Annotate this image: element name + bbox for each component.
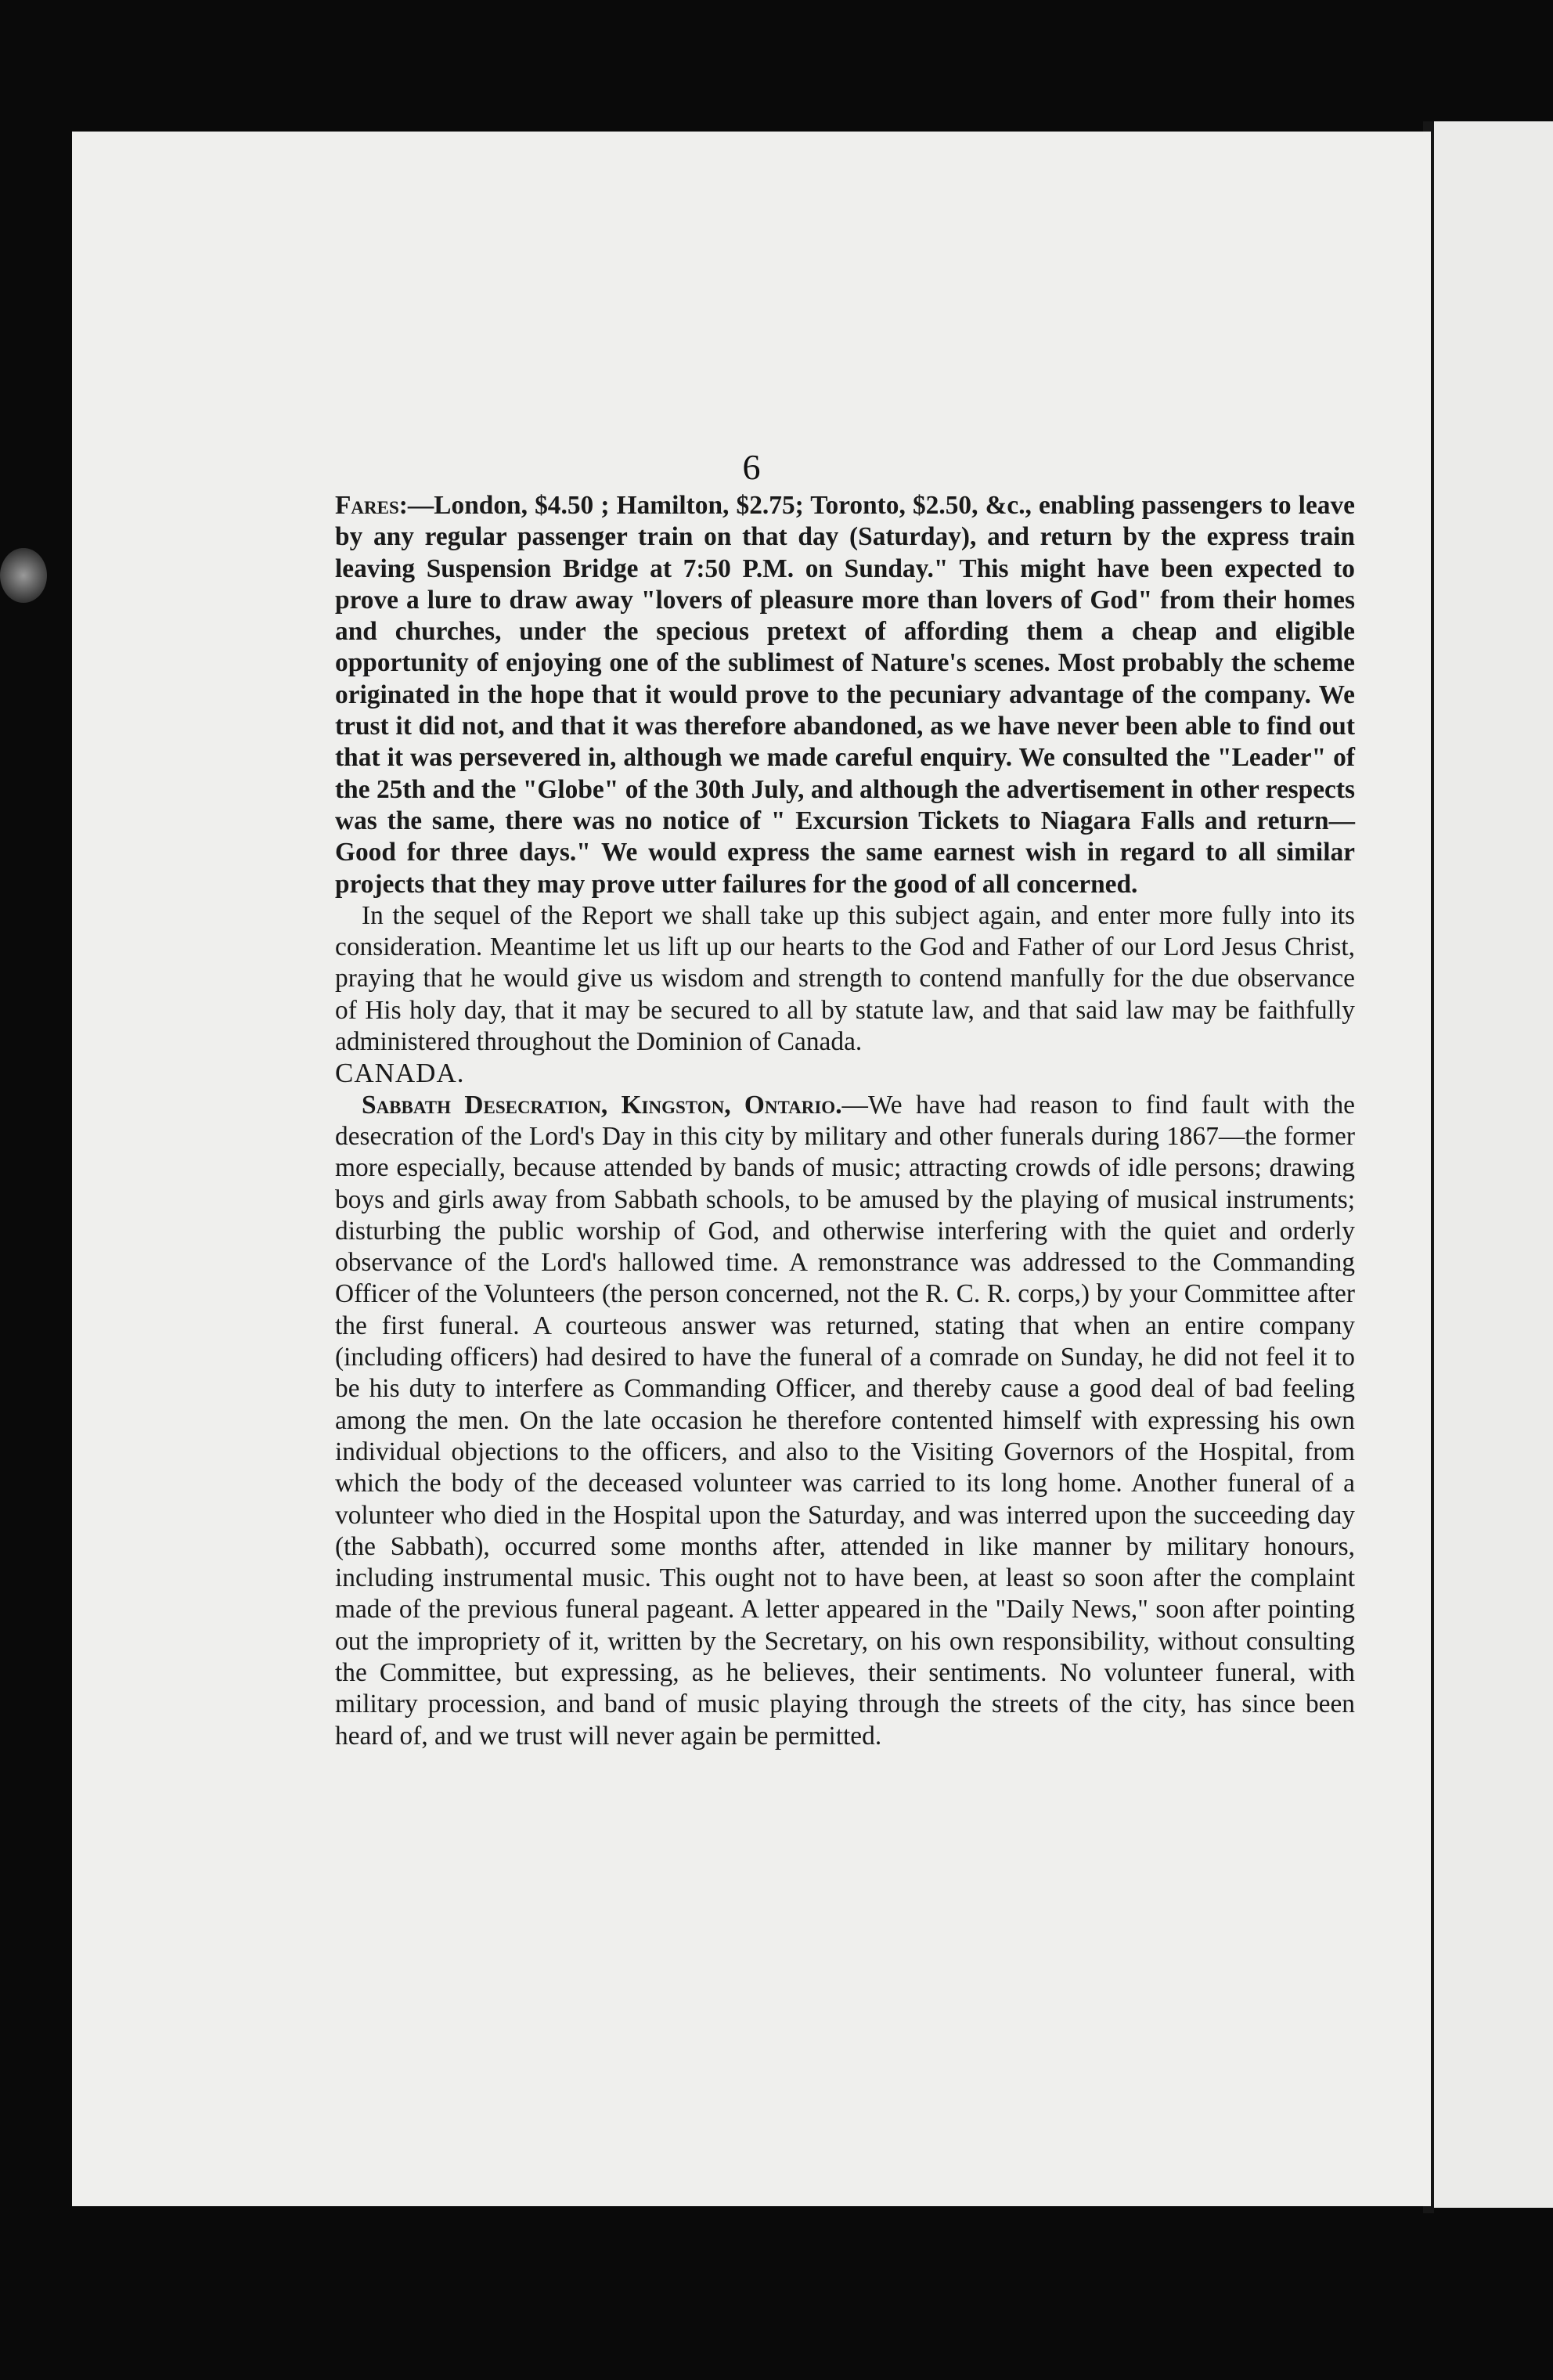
body-text: [335, 490, 1355, 1752]
paragraph-fares: [335, 490, 1355, 900]
adjacent-page-strip: [1434, 121, 1553, 2208]
kingston-lead: Sabbath Desecration, Kingston, Ontario.: [362, 1090, 842, 1120]
paragraph-sequel: In the sequel of the Report we shall take up this subject again, and enter more fully into its consideration. Meantime let us lift up our hearts to the God and Father of our Lord Jesus Christ, praying that he would give us wisdom and strength to contend manfully for the due observance of His holy day, that it may be secured to all by statute law, and that said law may be faithfully administered throughout the Dominion of Canada.: [335, 900, 1355, 1057]
fares-text: :—London, $4.50 ; Hamilton, $2.75; Toronto, $2.50, &c., enabling passengers to leave by any regular passenger train on that day (Saturday), and return by the express train leaving Suspension Bridge at 7:50 P.M. on Sunday." This might have been expected to prove a lure to draw away "lovers of pleasure more than lovers of God" from their homes and churches, under the specious pretext of affording them a cheap and eligible opportunity of enjoying one of the sublimest of Nature's scenes. Most probably the scheme originated in the hope that it would prove to the pecuniary advantage of the company. We trust it did not, and that it was therefore abandoned, as we have never been able to find out that it was persevered in, although we made careful enquiry. We consulted the "Leader" of the 25th and the "Globe" of the 30th July, and although the advertisement in other respects was the same, there was no notice of " Excursion Tickets to Niagara Falls and return—Good for three days." We would express the same earnest wish in regard to all similar projects that they may prove utter failures for the good of all concerned.: [335, 491, 1355, 899]
paragraph-kingston: [335, 1090, 1355, 1752]
scan-smudge: [0, 548, 47, 603]
kingston-text: —We have had reason to find fault with the desecration of the Lord's Day in this city by military and other funerals during 1867—the former more especially, because attended by bands of music; attracting crowds of idle persons; drawing boys and girls away from Sabbath schools, to be amused by the playing of musical instruments; disturbing the public worship of God, and otherwise interfering with the quiet and orderly observance of the Lord's hallowed time. A remonstrance was addressed to the Commanding Officer of the Volunteers (the person concerned, not the R. C. R. corps,) by your Committee after the first funeral. A courteous answer was returned, stating that when an entire company (including officers) had desired to have the funeral of a comrade on Sunday, he did not feel it to be his duty to interfere as Commanding Officer, and thereby cause a good deal of bad feeling among the men. On the late occasion he therefore contented himself with expressing his own individual objections to the officers, and also to the Visiting Governors of the Hospital, from which the body of the deceased volunteer was carried to its long home. Another funeral of a volunteer who died in the Hospital upon the Saturday, and was interred upon the succeeding day (the Sabbath), occurred some months after, attended in like manner by military honours, including instrumental music. This ought not to have been, at least so soon after the complaint made of the previous funeral pageant. A letter appeared in the "Daily News," soon after pointing out the impropriety of it, written by the Secretary, on his own responsibility, without consulting the Committee, but expressing, as he believes, their sentiments. No volunteer funeral, with military procession, and band of music playing through the streets of the city, has since been heard of, and we trust will never again be permitted.: [335, 1090, 1355, 1751]
fares-lead: Fares: [335, 491, 399, 520]
document-page: [72, 132, 1431, 2206]
page-number: 6: [742, 447, 761, 487]
section-heading-canada: CANADA.: [335, 1058, 465, 1089]
